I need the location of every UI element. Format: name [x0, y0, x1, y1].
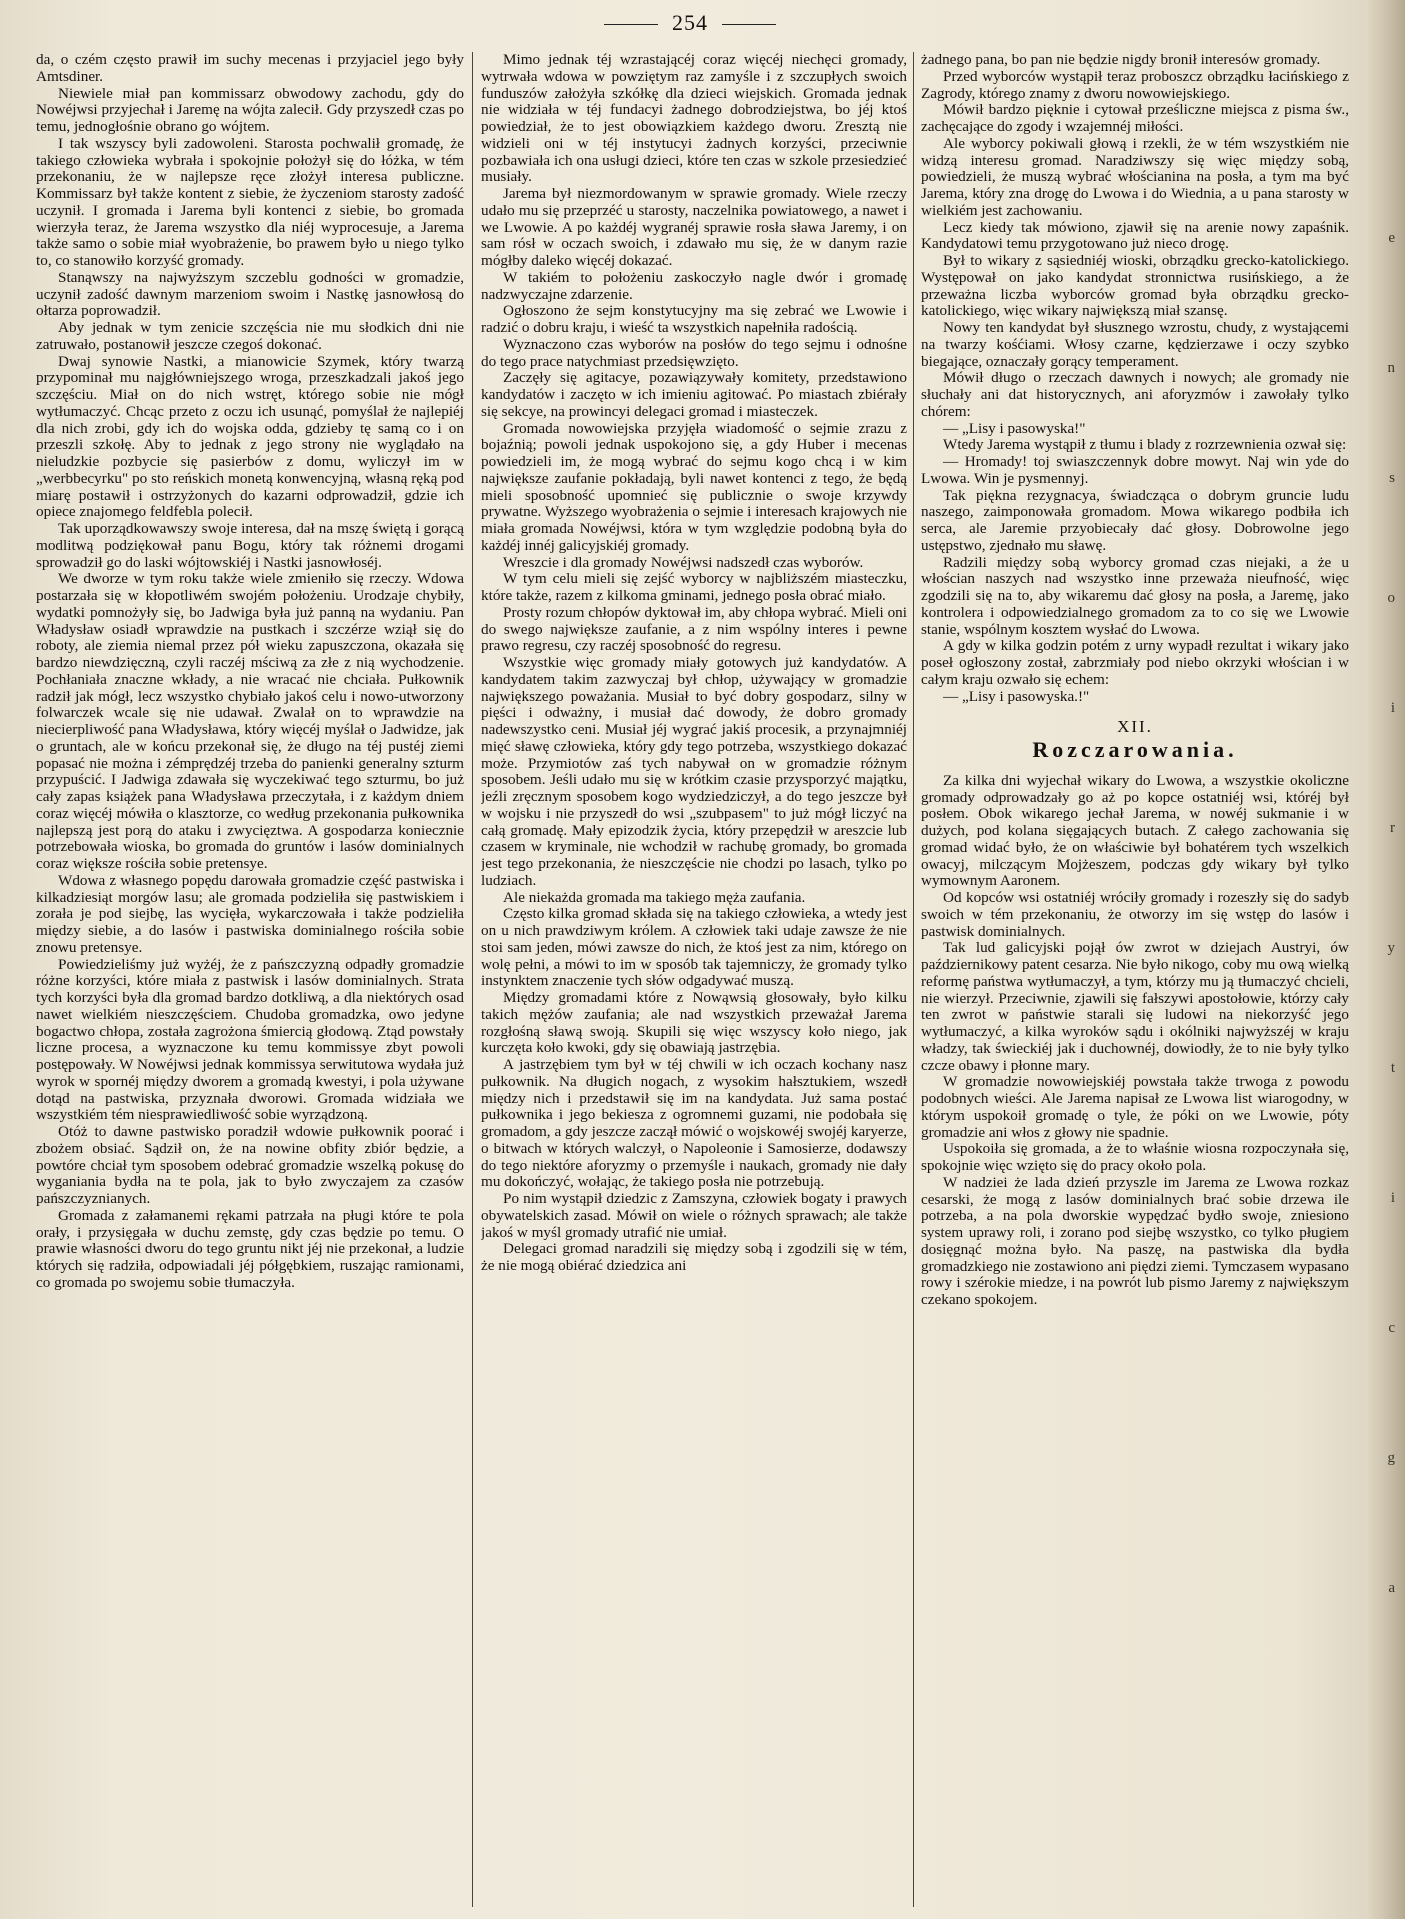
paragraph: Często kilka gromad składa się na takiego człowieka, a wtedy jest on u nich prawdziwym królem. A człowiek taki udaje zawsze że nie stoi sam jeden, mówi zawsze do nich, że ktoś jest za nim, którego on wolę pełni, a mówi to im w sposób tak tajemniczy, że gromady tylko instynktem znaczenie tych słów odgadywać muszą.: [481, 905, 907, 990]
text-column-3: [921, 52, 1349, 1912]
paragraph: Gromada z załamanemi rękami patrzała na pługi które te pola orały, i przysięgała w duchu zemstę, gdy czas będzie po temu. O prawie własności dworu do tego gruntu nikt jéj nie przekonał, a ludzie których się radziła, odpowiadali jéj półgębkiem, ruszając ramionami, co gromada po swojemu sobie tłumaczyła.: [36, 1206, 464, 1291]
paragraph: W nadziei że lada dzień przyszle im Jarema ze Lwowa rozkaz cesarski, że mogą z lasów dominialnych brać sobie drzewa ile potrzeba, a na pola dworskie wypędzać bydło swoje, zniesiono system uprawy roli, i zorano pod siejbę wszystko, co tylko pługiem dosięgnąć można było. Na paszę, na pastwiska dla bydła gromadzkiego nie zostawiono ani piędzi ziemi. Tymczasem wypasano rowy i szérokie miedze, i na powrót lub pismo Jaremy z największym czekano spokojem.: [921, 1173, 1349, 1308]
paragraph: Radzili między sobą wyborcy gromad czas niejaki, a że u włościan naszych nad wszystko inne przeważa nieufność, więc zgodzili się na to, aby wikaremu dać głosy na posła, a Jaremę, jako kontrolera i odpowiedzialnego gromadom za to co się we Lwowie stanie, wspólnym kosztem wysłać do Lwowa.: [921, 553, 1349, 638]
paragraph: Ale wyborcy pokiwali głową i rzekli, że w tém wszystkiém nie widzą interesu gromad. Naradziwszy się więc między sobą, powiedzieli, że muszą wybrać włościanina na posła, a tym ma być Jarema, który zna drogę do Lwowa i do Wiednia, a u pana starosty w wielkiém jest zachowaniu.: [921, 134, 1349, 219]
edge-letter: n: [1387, 360, 1395, 376]
paragraph: Po nim wystąpił dziedzic z Zamszyna, człowiek bogaty i prawych obywatelskich zasad. Mówił on wiele o różnych sprawach; ale także jakoś w myśl gromady utrafić nie umiał.: [481, 1190, 907, 1241]
paragraph: Tak uporządkowawszy swoje interesa, dał na mszę świętą i gorącą modlitwą podziękował panu Bogu, który tak różnemi drogami sprowadził go do laski wójtowskiéj i Nastki jasnowłoséj.: [36, 520, 464, 571]
column-separator: [913, 52, 914, 1907]
paragraph: A jastrzębiem tym był w téj chwili w ich oczach kochany nasz pułkownik. Na długich nogach, z wysokim hałsztukiem, wszedł między nich i przedstawił się im na kandydata. Już sama postać pułkownika i jego bekiesza z ogromnemi guzami, nie podobała się gromadom, a gdy jeszcze zaczął mówić o wojskowéj swojéj karyerze, o bitwach w których walczył, o Napoleonie i Samosierze, dodawszy do tego niektóre aforyzmy o przemyśle i naukach, gromady nie dały mu dokończyć, wołając, że takiego posła nie potrzebują.: [481, 1056, 907, 1191]
paragraph: Między gromadami które z Nowąwsią głosowały, było kilku takich mężów zaufania; ale nad wszystkich przeważał Jarema rozgłośną sławą swoją. Skupili się więc wszyscy koło niego, jak kurczęta koło kwoki, gdy się obawiają jastrzębia.: [481, 989, 907, 1057]
text-column-2: [481, 52, 907, 1912]
paragraph: W takiém to położeniu zaskoczyło nagle dwór i gromadę nadzwyczajne zdarzenie.: [481, 268, 907, 303]
paragraph: Nowy ten kandydat był słusznego wzrostu, chudy, z wystającemi na twarzy kośćiami. Włosy czarne, kędzierzawe i oczy szybko biegające, oznaczały gorący temperament.: [921, 319, 1349, 370]
paragraph: Wreszcie i dla gromady Nowéjwsi nadszedł czas wyborów.: [503, 553, 864, 571]
chapter-number: XII.: [1117, 717, 1153, 737]
paragraph: — „Lisy i pasowyska!": [943, 419, 1086, 437]
column-separator: [472, 52, 473, 1907]
paragraph: da, o czém często prawił im suchy mecenas i przyjaciel jego były Amtsdiner.: [36, 52, 464, 85]
edge-letter: o: [1387, 590, 1395, 606]
paragraph: Powiedzieliśmy już wyżéj, że z pańszczyzną odpadły gromadzie różne korzyści, które miała z pastwisk i lasów dominialnych. Strata tych korzyści była dla gromad bardzo dotkliwą, a dla niektórych osad nawet wielkiém nieszczęściem. Chudoba gromadzka, owo jedyne bogactwo chłopa, została zagrożona śmiercią głodową. Ztąd powstały liczne procesa, a wyznaczone ku temu kommissye zbyt powoli postępowały. W Nowéjwsi jednak kommissya serwitutowa wydała już wyrok w spornéj między dworem a gromadą kwestyi, i pola używane dotąd na pastwiska, przyznała dworowi. Gromada widziała we wszystkiém tém niesprawiedliwość sobie wyrządzoną.: [36, 955, 464, 1124]
edge-letter: e: [1388, 230, 1395, 246]
edge-letter: c: [1388, 1320, 1395, 1336]
edge-letter: t: [1390, 1060, 1395, 1076]
paragraph: Uspokoiła się gromada, a że to właśnie wiosna rozpoczynała się, spokojnie więc wzięto się do pracy około pola.: [921, 1140, 1349, 1174]
paragraph: Mimo jednak téj wzrastającéj coraz więcéj niechęci gromady, wytrwała wdowa w powziętym raz zamyśle i z szczupłych swoich funduszów założyła szkółkę dla dzieci wiejskich. Gromada jednak nie widziała w téj fundacyi żadnego dobrodziejstwa, bo jéj ktoś powiedział, że to jest obowiązkiem każdego dworu. Zresztą nie widzieli oni w téj instytucyi żadnych korzyści, przeciwnie pozbawiała ich ona usługi dzieci, które ten czas w szkole przesiedzieć musiały.: [481, 52, 907, 186]
paragraph: — Hromady! toj swiaszczennyk dobre mowyt. Naj win yde do Lwowa. Win je pysmennyj.: [921, 453, 1349, 487]
paragraph: Jarema był niezmordowanym w sprawie gromady. Wiele rzeczy udało mu się przeprzéć u starosty, naczelnika powiatowego, a nawet i we Lwowie. A po każdéj wygranéj sprawie rosła sława Jaremy, i on sam rósł w oczach swoich, i zdawało mu się, że w danym razie mógłby daleko więcéj dokazać.: [481, 185, 907, 269]
edge-letter: g: [1387, 1450, 1395, 1466]
paragraph: Za kilka dni wyjechał wikary do Lwowa, a wszystkie okoliczne gromady odprowadzały go aż po kopce ostatniéj wsi, któréj był posłem. Obok wikarego jechał Jarema, w nowéj sukmanie i w dużych, pod kolana sięgających butach. Z całego zachowania się gromad widać było, że on właściwie był bohatérem tych wszelkich owacyj, milczącym Mojżeszem, podczas gdy wikary był tylko wymownym Aaronem.: [921, 771, 1349, 890]
header-rule-right: [722, 24, 776, 25]
paragraph: Aby jednak w tym zenicie szczęścia nie mu słodkich dni nie zatruwało, postanowił jeszcze czegoś dokonać.: [36, 319, 464, 353]
paragraph: żadnego pana, bo pan nie będzie nigdy bronił interesów gromady.: [921, 52, 1321, 68]
paragraph: We dworze w tym roku także wiele zmieniło się rzeczy. Wdowa postarzała się w kłopotliwém swojém położeniu. Urodzaje chybiły, wydatki pomnożyły się, bo Jadwiga była już panną na wydaniu. Pan Władysław osiadł wprawdzie na pustkach i szczérze wziął się do roboty, ale ziemia niemal przez pół wieku zapuszczona, okazała się bardzo niewdzięczną, czyli raczéj mściwą za złe z nią wychodzenie. Pochłaniała znaczne wkłady, a nie wracać nie chciała. Pułkownik radził jak mógł, lecz wszystko chybiało jakoś celu i nowo-utworzony folwarczek wcale się nie udawał. Zwalał on to wprawdzie na niecierpliwość pana Władysława, który więcéj myślał o Jadwidze, jak o gruntach, ale w końcu przekonał się, że długo na téj pustéj ziemi popasać nie można i zémprędzéj trzeba do panienki generalny szturm przypuścić. I Jadwiga zdawała się wyczekiwać tego szturmu, bo już cały zapas książek pana Władysława przeczytała, i z każdym dniem coraz więcéj mówiła o klasztorze, co według przekonania pułkownika najlepszą jest porą do ataku i zwycięztwa. A gospodarza koniecznie potrzebowała wioska, bo gromada do gruntów i lasów dominialnych coraz większe rościła sobie pretensye.: [36, 570, 464, 872]
paragraph: Od kopców wsi ostatniéj wróciły gromady i rozeszły się do sadyb swoich w tém przekonaniu, że otworzy im się wstęp do lasów i pastwisk dominialnych.: [921, 889, 1349, 940]
paragraph: Prosty rozum chłopów dyktował im, aby chłopa wybrać. Mieli oni do swego największe zaufanie, a z nim wspólny interes i pewne prawo regresu, czy raczéj sposobność do regresu.: [481, 603, 907, 655]
adjacent-page-edge: [1365, 0, 1405, 1919]
paragraph: Dwaj synowie Nastki, a mianowicie Szymek, który twarzą przypominał mu najgłówniejszego wroga, przeszkadzali jakoś jego szczęściu. Miał on do nich wstręt, którego sobie nie mógł wytłumaczyć. Chcąc przeto z oczu ich usunąć, pomyślał że najlepiéj dla nich zrobi, gdy ich do wojska odda, gdzieby tę samą co i on przeszli szkołę. Aby to jednak z jego strony nie wyglądało na nieludzkie pozbycie się pasierbów z domu, wyliczył im w „werbbecyrku" po sto reńskich monetą konwencyjną, własną ręką pod miarę postawił i ostrzyżonych do kazarni odprowadził, gdzie ich opiece znajomego feldfebla polecił.: [36, 352, 464, 521]
paragraph: A gdy w kilka godzin potém z urny wypadł rezultat i wikary jako poseł ogłoszony został, zabrzmiały pod niebo okrzyki włościan i w całym kraju ozwało się echem:: [921, 637, 1349, 688]
page-header: [0, 10, 1380, 36]
header-rule-left: [604, 24, 658, 25]
chapter-title: Rozczarowania.: [1032, 737, 1238, 762]
text-column-1: [36, 52, 464, 1912]
paragraph: Tak lud galicyjski pojął ów zwrot w dziejach Austryi, ów październikowy patent cesarza. Nie było nikogo, coby mu ową wielką reformę państwa wytłumaczył, a tym, którzy mu ją tłumaczyć chcieli, nie wierzył. Przeciwnie, zjawili się fałszywi apostołowie, którzy cały ten zwrot w państwie starali się ludowi na niekorzyść jego wytłumaczyć, a kilka wyroków sądu i okólniki najwyższéj w kraju władzy, tak świeckiéj jak i duchownéj, dowiodły, że to nie były tylko czcze obawy i płonne mary.: [921, 939, 1349, 1074]
paragraph: Ale niekażda gromada ma takiego męża zaufania.: [503, 888, 806, 906]
paragraph: I tak wszyscy byli zadowoleni. Starosta pochwalił gromadę, że takiego człowieka wybrała i spokojnie położył się do łóżka, w tém przekonaniu, że w najlepsze ręce złożył interesa publiczne. Kommissarz był także kontent z siebie, że życzeniom starosty zadość uczynił. I gromada i Jarema byli kontenci z siebie, bo gromada wierzyła teraz, że Jarema wszystko dla niéj wyprocesuje, a Jarema także samo o sobie miał wyobrażenie, bo prawem było u niego tylko to, co stanowiło korzyść gromady.: [36, 134, 464, 269]
edge-letter: a: [1388, 1580, 1395, 1596]
paragraph: Zaczęły się agitacye, pozawiązywały komitety, przedstawiono kandydatów i zaczęto w ich imieniu agitować. Po miastach zbiérały się sekcye, na prowincyi delegaci gromad i miasteczek.: [481, 369, 907, 420]
paragraph: Otóż to dawne pastwisko poradził wdowie pułkownik poorać i zbożem obsiać. Sądził on, że na nowine obfity zbiór będzie, a powtóre chciał tym sposobem odebrać gromadzie wszelką pokusę do wyganiania bydła na te pola, jak to było zwyczajem za czasów pańszczyznianych.: [36, 1123, 464, 1207]
edge-letter: i: [1390, 700, 1395, 716]
paragraph: Wdowa z własnego popędu darowała gromadzie część pastwiska i kilkadziesiąt morgów lasu; ale gromada podzieliła się pastwiskiem i zorała je pod siejbę, las wycięła, wykarczowała i także podzieliła między siebie, a do lasów i pastwiska dominialnego rościła sobie znowu pretensye.: [36, 871, 464, 956]
paragraph: Gromada nowowiejska przyjęła wiadomość o sejmie zrazu z bojaźnią; powoli jednak uspokojono się, a gdy Huber i mecenas powiedzieli im, że mogą wybrać do sejmu kogo chcą i w kim największe zaufanie pokładają, byli nawet kontenci z tego, że będą mieli sposobność upomnieć się publicznie o swoje krzywdy prywatne. Wyższego wyobrażenia o sejmie i interesach krajowych nie miała gromada Nowéjwsi, która w tym względzie podobną była do każdéj innéj galicyjskiéj gromady.: [481, 419, 907, 554]
paragraph: W tym celu mieli się zejść wyborcy w najbliższém miasteczku, które także, razem z kilkoma gminami, jednego posła obrać miało.: [481, 570, 907, 604]
paragraph: Lecz kiedy tak mówiono, zjawił się na arenie nowy zapaśnik. Kandydatowi temu przygotowano już nieco drogę.: [921, 218, 1349, 253]
paragraph: Mówił długo o rzeczach dawnych i nowych; ale gromady nie słuchały ani dat historycznych, ani aforyzmów i zawołały tylko chórem:: [921, 369, 1349, 420]
page-number: 254: [672, 10, 708, 35]
paragraph: Stanąwszy na najwyższym szczeblu godności w gromadzie, uczynił zadość dawnym marzeniom swoim i Nastkę jasnowłosą do ołtarza poprowadził.: [36, 268, 464, 320]
paragraph: Przed wyborców wystąpił teraz proboszcz obrządku łacińskiego z Zagrody, którego znamy z dworu nowowiejskiego.: [921, 67, 1349, 102]
edge-letter: r: [1390, 820, 1395, 836]
paragraph: Był to wikary z sąsiedniéj wioski, obrządku grecko-katolickiego. Występował on jako kandydat stronnictwa rusińskiego, a że przeważna liczba wyborców gromad była obrządku grecko-katolickiego, więc wikary największą miał szansę.: [921, 252, 1349, 320]
paragraph: — „Lisy i pasowyska.!": [943, 687, 1090, 705]
paragraph: Niewiele miał pan kommissarz obwodowy zachodu, gdy do Nowéjwsi przyjechał i Jaremę na wójta zalecił. Gdy przyszedł czas po temu, jednogłośnie obrano go wójtem.: [36, 84, 464, 135]
edge-letter: i: [1390, 1190, 1395, 1206]
paragraph: Tak piękna rezygnacya, świadcząca o dobrym gruncie ludu naszego, zaimponowała gromadom. Mowa wikarego podbiła ich serca, ale Jaremie przyobiecały dać głosy. Dobrowolne jego ustępstwo, zjednało mu sławę.: [921, 486, 1349, 554]
paragraph: Mówił bardzo pięknie i cytował prześliczne miejsca z pisma św., zachęcające do zgody i wzajemnéj miłości.: [921, 101, 1349, 135]
paragraph: Wtedy Jarema wystąpił z tłumu i blady z rozrzewnienia ozwał się:: [943, 436, 1347, 454]
paragraph: W gromadzie nowowiejskiéj powstała także trwoga z powodu podobnych wieści. Ale Jarema napisał ze Lwowa list wiarogodny, w którym uspokoił gromadę o tyle, że póki on we Lwowie, póty gromadzie ani włos z głowy nie spadnie.: [921, 1073, 1349, 1141]
paragraph: Wszystkie więc gromady miały gotowych już kandydatów. A kandydatem takim zazwyczaj był chłop, używający w gromadzie największego poważania. Musiał to być dobry gospodarz, silny w pięści i odważny, i musiał dać dowody, że dobro gromady nadewszystko ceni. Musiał jéj wygrać jakiś procesik, a przynajmniéj mięć sławę człowieka, który gdy tego potrzeba, wszystkiego dokazać może. Przymiotów zaś tych nabywał on w gromadzie różnym sposobem. Jeśli udało mu się w krótkim czasie przysporzyć majątku, jeźli zręcznym sposobem kogo wydziedziczył, a do tego jeszcze był w wojsku i nie przyszedł do wsi „szubpasem" to już mógł liczyć na całą gromadę. Mały epizodzik życia, który przepędził w areszcie lub czasem w kryminale, nie wchodził w rachubę gromady, bo gromada jest tego przekonania, że nieszczęście nie chodzi po lasach, tylko po ludziach.: [481, 654, 907, 889]
edge-letter: y: [1387, 940, 1395, 956]
paragraph: Delegaci gromad naradzili się między sobą i zgodzili się w tém, że nie mogą obiérać dziedzica ani: [481, 1240, 907, 1274]
paragraph: Wyznaczono czas wyborów na posłów do tego sejmu i odnośne do tego prace natychmiast przedsięwzięto.: [481, 335, 907, 370]
edge-letter: s: [1389, 470, 1395, 486]
paragraph: Ogłoszono że sejm konstytucyjny ma się zebrać we Lwowie i radzić o dobru kraju, i wieść ta wszystkich napełniła radością.: [481, 302, 907, 336]
